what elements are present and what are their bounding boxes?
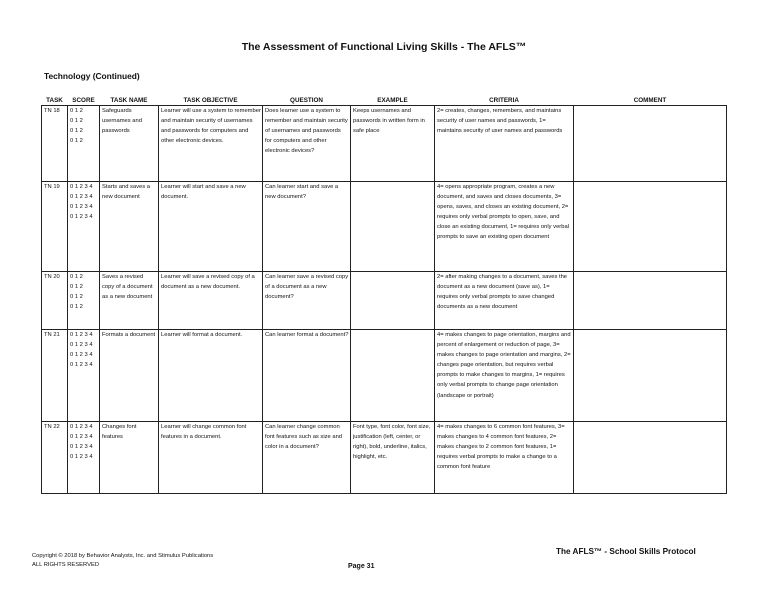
score-option[interactable]: 0 1 2 3 4: [70, 184, 93, 190]
question-cell: Can learner start and save a new document?: [263, 182, 351, 272]
task-objective-cell: Learner will change common font features in a document.: [159, 422, 263, 494]
table-row: [42, 422, 727, 494]
example-cell: [351, 182, 435, 272]
criteria-cell: 4= opens appropriate program, creates a new document, and saves and closes documents, 3= opens, saves, and closes an existing document, 2= requires only verbal prompts to open, save, and close an existing document, 1= requires only verbal prompts to save an existing open document: [435, 182, 574, 272]
table-row: [42, 272, 727, 330]
page-number: Page 31: [348, 563, 375, 570]
header-criteria: CRITERIA: [489, 97, 519, 104]
example-cell: [351, 272, 435, 330]
score-cell[interactable]: [68, 422, 100, 494]
score-option[interactable]: 0 1 2 3 4: [70, 454, 93, 461]
score-option[interactable]: 0 1 2: [70, 274, 83, 280]
task-objective-cell: Learner will start and save a new document.: [159, 182, 263, 272]
score-option[interactable]: 0 1 2: [70, 294, 83, 301]
score-option[interactable]: 0 1 2 3 4: [70, 332, 93, 338]
comment-cell[interactable]: [574, 422, 727, 494]
score-option[interactable]: 0 1 2 3 4: [70, 352, 93, 359]
question-cell: Can learner change common font features such as size and color in a document?: [263, 422, 351, 494]
task-name-cell: Safeguards usernames and passwords: [100, 106, 159, 182]
score-option[interactable]: 0 1 2 3 4: [70, 424, 93, 430]
task-id-cell: TN 20: [42, 272, 68, 330]
footer-copyright: Copyright © 2018 by Behavior Analysts, Inc. and Stimulus Publications: [32, 553, 214, 559]
example-cell: Keeps usernames and passwords in written form in safe place: [351, 106, 435, 182]
criteria-cell: 2= creates, changes, remembers, and maintains security of user names and passwords, 1= maintains security of user names and passwords: [435, 106, 574, 182]
task-id-cell: TN 19: [42, 182, 68, 272]
score-cell[interactable]: [68, 106, 100, 182]
example-cell: Font type, font color, font size, justification (left, center, or right), bold, underline, italics, highlight, etc.: [351, 422, 435, 494]
score-option[interactable]: 0 1 2 3 4: [70, 342, 93, 349]
question-cell: Can learner save a revised copy of a document as a new document?: [263, 272, 351, 330]
comment-cell[interactable]: [574, 106, 727, 182]
task-name-cell: Starts and saves a new document: [100, 182, 159, 272]
assessment-table: [41, 96, 727, 494]
score-option[interactable]: 0 1 2: [70, 304, 83, 311]
task-id-cell: TN 21: [42, 330, 68, 422]
protocol-name: The AFLS™ - School Skills Protocol: [556, 547, 696, 556]
task-id-cell: TN 18: [42, 106, 68, 182]
question-cell: Can learner format a document?: [263, 330, 351, 422]
header-comment: COMMENT: [633, 97, 667, 104]
score-option[interactable]: 0 1 2: [70, 108, 83, 114]
score-cell[interactable]: [68, 182, 100, 272]
score-option[interactable]: 0 1 2: [70, 284, 83, 291]
criteria-cell: 2= after making changes to a document, saves the document as a new document (save as), 1= requires only verbal prompts to save changed documents as a new document: [435, 272, 574, 330]
table-row: [42, 330, 727, 422]
header-task-name: TASK NAME: [110, 97, 148, 104]
task-objective-cell: Learner will use a system to remember and maintain security of usernames and passwords for computers and other electronic devices.: [159, 106, 263, 182]
score-option[interactable]: 0 1 2 3 4: [70, 444, 93, 451]
task-objective-cell: Learner will save a revised copy of a document as a new document.: [159, 272, 263, 330]
table-header-row: [42, 96, 727, 106]
score-option[interactable]: 0 1 2 3 4: [70, 194, 93, 201]
score-option[interactable]: 0 1 2 3 4: [70, 214, 93, 221]
task-name-cell: Formats a document: [100, 330, 159, 422]
header-score: SCORE: [72, 97, 95, 104]
section-heading: Technology (Continued): [44, 71, 140, 81]
score-option[interactable]: 0 1 2: [70, 118, 83, 125]
score-option[interactable]: 0 1 2 3 4: [70, 362, 93, 369]
task-id-cell: TN 22: [42, 422, 68, 494]
example-cell: [351, 330, 435, 422]
header-example: EXAMPLE: [377, 97, 408, 104]
table-row: [42, 106, 727, 182]
score-option[interactable]: 0 1 2: [70, 128, 83, 135]
score-cell[interactable]: [68, 272, 100, 330]
criteria-cell: 4= makes changes to 6 common font features, 3= makes changes to 4 common font features, 2= makes changes to 2 common font features, 1= requires verbal prompts to make a change to a common font feature: [435, 422, 574, 494]
header-question: QUESTION: [290, 97, 323, 104]
score-cell[interactable]: [68, 330, 100, 422]
score-option[interactable]: 0 1 2 3 4: [70, 434, 93, 441]
table-row: [42, 182, 727, 272]
footer-rights: ALL RIGHTS RESERVED: [32, 561, 100, 568]
task-objective-cell: Learner will format a document.: [159, 330, 263, 422]
comment-cell[interactable]: [574, 272, 727, 330]
task-name-cell: Saves a revised copy of a document as a new document: [100, 272, 159, 330]
criteria-cell: 4= makes changes to page orientation, margins and percent of enlargement or reduction of page, 3= makes changes to page orientation and margins, 2= changes page orientation, but requires verbal prompts to make changes to margins, 1= requires only verbal prompts to change page orientation (landscape or portrait): [435, 330, 574, 422]
score-option[interactable]: 0 1 2 3 4: [70, 204, 93, 211]
task-name-cell: Changes font features: [100, 422, 159, 494]
header-task: TASK: [46, 97, 63, 104]
footer-copyright-block: [32, 552, 213, 569]
question-cell: Does learner use a system to remember and maintain security of usernames and passwords for computers and other electronic devices?: [263, 106, 351, 182]
comment-cell[interactable]: [574, 182, 727, 272]
document-title: The Assessment of Functional Living Skills - The AFLS™: [241, 41, 527, 53]
score-option[interactable]: 0 1 2: [70, 138, 83, 145]
header-task-objective: TASK OBJECTIVE: [183, 97, 238, 104]
comment-cell[interactable]: [574, 330, 727, 422]
